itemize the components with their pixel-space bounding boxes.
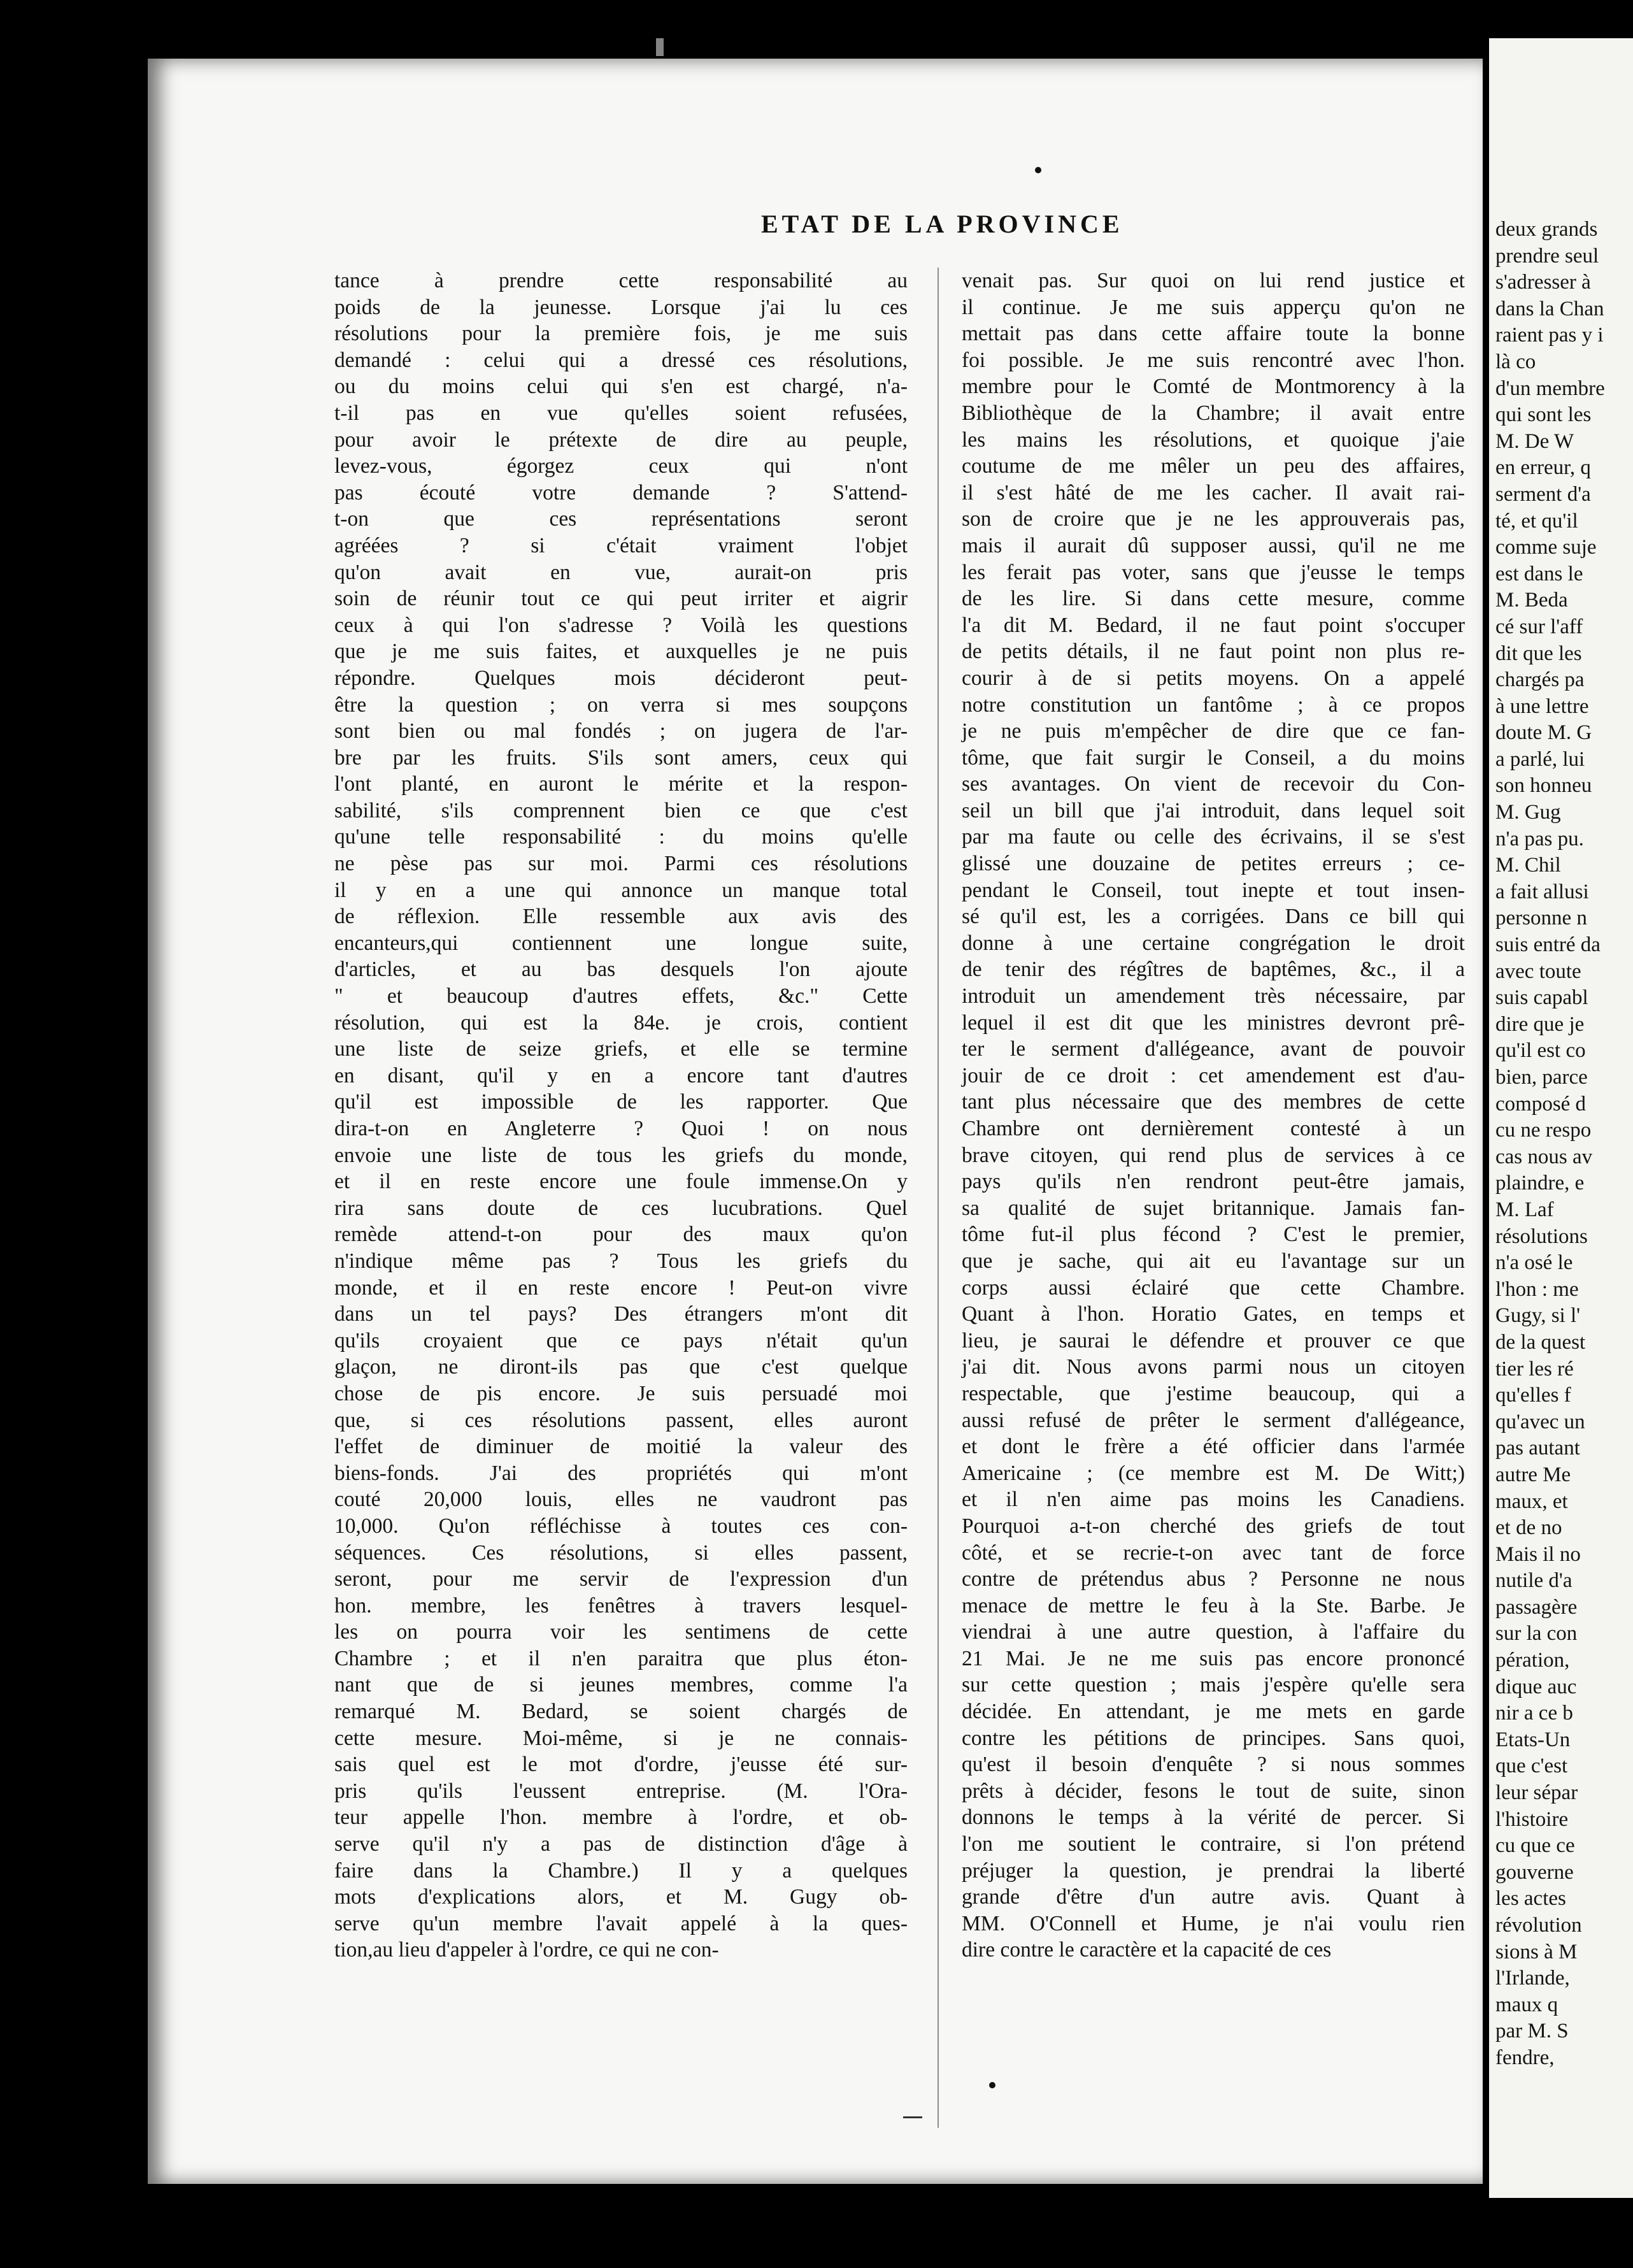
text-line: tôme, que fait surgir le Conseil, a du moins (962, 745, 1465, 770)
text-line: que c'est (1495, 1755, 1568, 1778)
text-line: n'a pas pu. (1495, 827, 1584, 850)
text-line: l'ont planté, en auront le mérite et la respon- (334, 772, 908, 796)
page-mark (903, 2116, 922, 2118)
text-line: comme suje (1495, 536, 1597, 559)
text-line: M. Beda (1495, 589, 1568, 612)
text-line: a parlé, lui (1495, 747, 1585, 771)
text-line: mais il aurait dû supposer aussi, qu'il ne me (962, 533, 1465, 557)
text-line: en erreur, q (1495, 456, 1591, 480)
text-line: tier les ré (1495, 1357, 1574, 1381)
text-line: seront, pour me servir de l'expression d'un (334, 1567, 908, 1591)
text-line: glissé une douzaine de petites erreurs ; ce- (962, 852, 1465, 876)
text-line: les mains les résolutions, et quoique j'aie (962, 427, 1465, 452)
text-line: prendre seul (1495, 244, 1599, 268)
text-line: de tenir des régîtres de baptêmes, &c., il a (962, 958, 1465, 982)
text-line: l'a dit M. Bedard, il ne faut point s'occuper (962, 613, 1465, 637)
text-line: dans un tel pays? Des étrangers m'ont dit (334, 1302, 908, 1326)
text-line: de réflexion. Elle ressemble aux avis des (334, 905, 908, 929)
text-line: té, et qu'il (1495, 509, 1578, 533)
text-line: dique auc (1495, 1675, 1577, 1698)
text-line: pris qu'ils l'eussent entreprise. (M. l'Ora- (334, 1779, 908, 1803)
text-line: l'histoire (1495, 1807, 1569, 1831)
text-line: contre de prétendus abus ? Personne ne nous (962, 1567, 1465, 1591)
text-line: nutile d'a (1495, 1569, 1572, 1593)
text-line: pour avoir le prétexte de dire au peuple, (334, 427, 908, 452)
text-line: donne à une certaine congrégation le droit (962, 931, 1465, 955)
text-line: avec toute (1495, 959, 1581, 983)
text-line: autre Me (1495, 1463, 1571, 1486)
text-line: qu'une telle responsabilité : du moins qu'elle (334, 825, 908, 849)
text-line: ceux à qui l'on s'adresse ? Voilà les questions (334, 613, 908, 637)
text-line: Etats-Un (1495, 1728, 1571, 1751)
text-line: d'articles, et au bas desquels l'on ajoute (334, 958, 908, 982)
text-line: cas nous av (1495, 1145, 1593, 1168)
text-line: cu ne respo (1495, 1119, 1592, 1142)
text-line: serve qu'un membre l'avait appelé à la ques- (334, 1911, 908, 1935)
text-line: seil un bill que j'ai introduit, dans lequel soit (962, 798, 1465, 822)
text-line: n'indique même pas ? Tous les griefs du (334, 1249, 908, 1273)
text-column-1 (334, 268, 908, 1963)
text-line: tant plus nécessaire que des membres de cette (962, 1090, 1465, 1114)
text-line: dira-t-on en Angleterre ? Quoi ! on nous (334, 1117, 908, 1140)
text-line: qui sont les (1495, 403, 1592, 427)
text-line: MM. O'Connell et Hume, je n'ai voulu rien (962, 1911, 1465, 1935)
text-line: poids de la jeunesse. Lorsque j'ai lu ces (334, 295, 908, 319)
film-mark (656, 38, 664, 56)
text-line: " et beaucoup d'autres effets, &c." Cette (334, 984, 908, 1008)
text-line: doute M. G (1495, 721, 1592, 745)
text-line: tôme fut-il plus fécond ? C'est le premier, (962, 1223, 1465, 1247)
text-line: l'hon : me (1495, 1277, 1579, 1301)
text-line: agréées ? si c'était vraiment l'objet (334, 533, 908, 557)
column-divider (938, 268, 939, 2128)
text-line: révolution (1495, 1914, 1582, 1937)
text-line: mots d'explications alors, et M. Gugy ob- (334, 1885, 908, 1909)
text-line: j'ai dit. Nous avons parmi nous un citoyen (962, 1355, 1465, 1379)
text-line: suis capabl (1495, 986, 1588, 1010)
text-line: serment d'a (1495, 482, 1591, 506)
text-line: que je sache, qui ait eu l'avantage sur un (962, 1249, 1465, 1273)
text-line: membre pour le Comté de Montmorency à la (962, 375, 1465, 399)
text-line: bre par les fruits. S'ils sont amers, ceux qui (334, 745, 908, 770)
text-line: bien, parce (1495, 1066, 1588, 1089)
text-line: dire que je (1495, 1012, 1585, 1036)
text-line: résolution, qui est la 84e. je crois, contient (334, 1010, 908, 1035)
text-line: M. Chil (1495, 854, 1561, 877)
ink-dot-bottom (989, 2082, 995, 2088)
text-line: raient pas y i (1495, 324, 1604, 347)
text-line: qu'ils croyaient que ce pays n'était qu'un (334, 1328, 908, 1353)
text-line: teur appelle l'hon. membre à l'ordre, et ob- (334, 1805, 908, 1830)
text-line: tance à prendre cette responsabilité au (334, 269, 908, 292)
text-line: pays qu'ils n'en rendront peut-être jamais, (962, 1170, 1465, 1194)
text-line: brave citoyen, qui rend plus de services à ce (962, 1143, 1465, 1167)
text-line: aussi refusé de prêter le serment d'allégeance, (962, 1408, 1465, 1432)
text-line: il s'est hâté de me les cacher. Il avait rai- (962, 480, 1465, 505)
text-line: t-il pas en vue qu'elles soient refusées, (334, 401, 908, 425)
text-line: préjuger la question, je prendrai la liberté (962, 1858, 1465, 1883)
text-line: les actes (1495, 1887, 1566, 1911)
text-line: de les lire. Si dans cette mesure, comme (962, 587, 1465, 611)
text-line: corps aussi éclairé que cette Chambre. (962, 1275, 1465, 1300)
text-line: rira sans doute de ces lucubrations. Quel (334, 1196, 908, 1220)
text-line: t-on que ces représentations seront (334, 507, 908, 531)
text-line: chargés pa (1495, 668, 1585, 692)
text-line: faire dans la Chambre.) Il y a quelques (334, 1858, 908, 1883)
text-line: ne pèse pas sur moi. Parmi ces résolutions (334, 852, 908, 876)
text-line: son de croire que je ne les approuverais pas, (962, 507, 1465, 531)
text-line: être la question ; on verra si mes soupçons (334, 693, 908, 717)
text-line: sa qualité de sujet britannique. Jamais fan- (962, 1196, 1465, 1220)
text-line: plaindre, e (1495, 1172, 1585, 1195)
text-line: coutume de me mêler un peu des affaires, (962, 454, 1465, 478)
text-line: sais quel est le mot d'ordre, j'eusse été sur- (334, 1753, 908, 1777)
text-line: Americaine ; (ce membre est M. De Witt;) (962, 1461, 1465, 1485)
text-line: par M. S (1495, 2020, 1569, 2043)
text-line: dans la Chan (1495, 297, 1604, 320)
text-line: qu'est il besoin d'enquête ? si nous sommes (962, 1753, 1465, 1777)
text-line: s'adresser à (1495, 271, 1591, 294)
text-line: mettait pas dans cette affaire toute la bonne (962, 322, 1465, 346)
text-line: biens-fonds. J'ai des propriétés qui m'ont (334, 1461, 908, 1485)
text-line: lieu, je saurai le défendre et prouver ce que (962, 1328, 1465, 1353)
text-line: demandé : celui qui a dressé ces résolutions, (334, 348, 908, 372)
text-line: courir à de si petits moyens. On a appelé (962, 666, 1465, 690)
text-line: glaçon, ne diront-ils pas que c'est quelque (334, 1355, 908, 1379)
text-line: côté, et se recrie-t-on avec tant de force (962, 1540, 1465, 1565)
text-line: personne n (1495, 907, 1587, 930)
text-line: chose de pis encore. Je suis persuadé moi (334, 1381, 908, 1405)
text-line: de la quest (1495, 1330, 1586, 1354)
text-line: couté 20,000 louis, elles ne vaudront pas (334, 1488, 908, 1512)
text-line: hon. membre, les fenêtres à travers lesquel- (334, 1593, 908, 1618)
text-line: Mais il no (1495, 1542, 1581, 1566)
text-line: résolutions pour la première fois, je me suis (334, 322, 908, 346)
text-line: et il n'en aime pas moins les Canadiens. (962, 1488, 1465, 1512)
text-line: M. De W (1495, 429, 1574, 453)
text-line: qu'on avait en vue, aurait-on pris (334, 560, 908, 584)
text-line: composé d (1495, 1092, 1587, 1116)
text-line: respectable, que j'estime beaucoup, qui a (962, 1381, 1465, 1405)
text-line: de petits détails, il ne faut point non plus re- (962, 640, 1465, 664)
text-line: cu que ce (1495, 1834, 1575, 1858)
text-line: M. Laf (1495, 1198, 1554, 1221)
text-line: remède attend-t-on pour des maux qu'on (334, 1223, 908, 1247)
text-line: qu'il est impossible de les rapporter. Que (334, 1090, 908, 1114)
text-line: que je me suis faites, et auxquelles je ne puis (334, 640, 908, 664)
text-line: cé sur l'aff (1495, 615, 1583, 638)
text-line: nir a ce b (1495, 1702, 1573, 1725)
text-line: menace de mettre le feu à la Ste. Barbe. Je (962, 1593, 1465, 1618)
text-column-2 (962, 268, 1465, 1963)
text-line: ter le serment d'allégeance, avant de pouvoir (962, 1037, 1465, 1061)
text-line: résolutions (1495, 1224, 1588, 1248)
text-line: sions à M (1495, 1940, 1578, 1963)
text-line: répondre. Quelques mois décideront peut- (334, 666, 908, 690)
text-line: en disant, qu'il y en a encore tant d'autres (334, 1063, 908, 1087)
text-column-3-cropped (1495, 217, 1633, 2072)
text-line: deux grands (1495, 218, 1598, 241)
text-line: Quant à l'hon. Horatio Gates, en temps et (962, 1302, 1465, 1326)
text-line: par ma faute ou celle des écrivains, il se s'est (962, 825, 1465, 849)
text-line: levez-vous, égorgez ceux qui n'ont (334, 454, 908, 478)
text-line: séquences. Ces résolutions, si elles passent, (334, 1540, 908, 1565)
text-line: pendant le Conseil, tout inepte et tout insen- (962, 878, 1465, 902)
text-line: prêts à décider, fesons le tout de suite, sinon (962, 1779, 1465, 1803)
text-line: venait pas. Sur quoi on lui rend justice et (962, 269, 1465, 292)
text-line: ou du moins celui qui s'en est chargé, n'a- (334, 375, 908, 399)
text-line: décidée. En attendant, je me mets en garde (962, 1700, 1465, 1724)
text-line: pas écouté votre demande ? S'attend- (334, 480, 908, 505)
text-line: notre constitution un fantôme ; à ce propos (962, 693, 1465, 717)
text-line: l'Irlande, (1495, 1967, 1570, 1990)
text-line: dire contre le caractère et la capacité de ces (962, 1938, 1332, 1962)
text-line: leur sépar (1495, 1781, 1578, 1805)
text-line: introduit un amendement très nécessaire, par (962, 984, 1465, 1008)
text-line: pération, (1495, 1649, 1570, 1672)
ink-dot-top (1035, 167, 1041, 173)
text-line: grande d'être d'un autre avis. Quant à (962, 1885, 1465, 1909)
text-line: qu'il est co (1495, 1039, 1586, 1063)
text-line: nant que de si jeunes membres, comme l'a (334, 1673, 908, 1697)
text-line: et de no (1495, 1516, 1562, 1540)
text-line: monde, et il en reste encore ! Peut-on vivre (334, 1275, 908, 1300)
text-line: ses avantages. On vient de recevoir du Con- (962, 772, 1465, 796)
text-line: l'effet de diminuer de moitié la valeur des (334, 1435, 908, 1459)
text-line: que, si ces résolutions passent, elles auront (334, 1408, 908, 1432)
text-line: l'on me soutient le contraire, si l'on prétend (962, 1832, 1465, 1856)
text-line: suis entré da (1495, 933, 1601, 957)
text-line: 10,000. Qu'on réfléchisse à toutes ces con- (334, 1514, 908, 1538)
text-line: donnons le temps à la vérité de percer. Si (962, 1805, 1465, 1830)
text-line: sur cette question ; mais j'espère qu'elle sera (962, 1673, 1465, 1697)
text-line: sont bien ou mal fondés ; on jugera de l'ar- (334, 719, 908, 743)
text-line: remarqué M. Bedard, se soient chargés de (334, 1700, 908, 1724)
text-line: serve qu'il n'y a pas de distinction d'âge à (334, 1832, 908, 1856)
text-line: et il en reste encore une foule immense.On y (334, 1170, 908, 1194)
text-line: Gugy, si l' (1495, 1304, 1581, 1328)
text-line: dit que les (1495, 642, 1582, 665)
text-line: foi possible. Je me suis rencontré avec l'hon. (962, 348, 1465, 372)
text-line: Bibliothèque de la Chambre; il avait entre (962, 401, 1465, 425)
text-line: sé qu'il est, les a corrigées. Dans ce bill qui (962, 905, 1465, 929)
text-line: qu'avec un (1495, 1410, 1585, 1433)
text-line: maux, et (1495, 1489, 1568, 1513)
text-line: tion,au lieu d'appeler à l'ordre, ce qui ne con- (334, 1938, 719, 1962)
text-line: M. Gug (1495, 801, 1561, 824)
text-line: je ne puis m'empêcher de dire que ce fan- (962, 719, 1465, 743)
text-line: les ferait pas voter, sans que j'eusse le temps (962, 560, 1465, 584)
text-line: maux q (1495, 1993, 1558, 2016)
text-line: contre les pétitions de principes. Sans quoi, (962, 1726, 1465, 1750)
text-line: encanteurs,qui contiennent une longue suite, (334, 931, 908, 955)
text-line: une liste de seize griefs, et elle se termine (334, 1037, 908, 1061)
text-line: est dans le (1495, 562, 1583, 585)
text-line: sabilité, s'ils comprennent bien ce que c'est (334, 798, 908, 822)
text-line: passagère (1495, 1595, 1578, 1619)
text-line: soin de réunir tout ce qui peut irriter et aigrir (334, 587, 908, 611)
text-line: jouir de ce droit : cet amendement est d'au- (962, 1063, 1465, 1087)
text-line: Chambre ont dernièrement contesté à un (962, 1117, 1465, 1140)
text-line: a fait allusi (1495, 880, 1589, 903)
text-line: fendre, (1495, 2046, 1555, 2069)
text-line: Chambre ; et il n'en paraitra que plus éton- (334, 1646, 908, 1670)
text-line: gouverne (1495, 1860, 1574, 1884)
text-line: Pourquoi a-t-on cherché des griefs de tout (962, 1514, 1465, 1538)
text-line: n'a osé le (1495, 1251, 1573, 1275)
text-line: son honneu (1495, 774, 1592, 798)
text-line: 21 Mai. Je ne me suis pas encore prononcé (962, 1646, 1465, 1670)
text-line: il y en a une qui annonce un manque total (334, 878, 908, 902)
text-line: qu'elles f (1495, 1384, 1571, 1407)
text-line: cette mesure. Moi-même, si je ne connais- (334, 1726, 908, 1750)
text-line: les on pourra voir les sentimens de cette (334, 1620, 908, 1644)
text-line: sur la con (1495, 1622, 1578, 1646)
text-line: à une lettre (1495, 694, 1589, 718)
text-line: lequel il est dit que les ministres devront prê- (962, 1010, 1465, 1035)
text-line: envoie une liste de tous les griefs du monde, (334, 1143, 908, 1167)
running-header: ETAT DE LA PROVINCE (761, 210, 1123, 238)
text-line: et dont le frère a été officier dans l'armée (962, 1435, 1465, 1459)
text-line: viendrai à une autre question, à l'affaire du (962, 1620, 1465, 1644)
text-line: d'un membre (1495, 377, 1605, 400)
text-line: là co (1495, 350, 1536, 373)
text-line: il continue. Je me suis apperçu qu'on ne (962, 295, 1465, 319)
text-line: pas autant (1495, 1437, 1580, 1460)
